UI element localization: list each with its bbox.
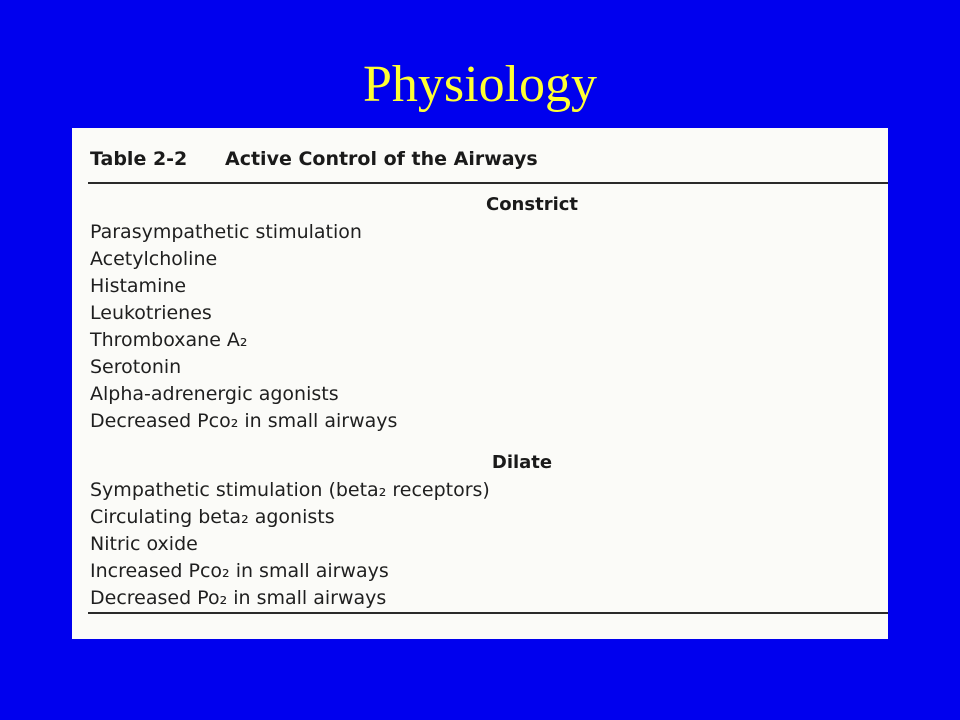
list-item: Sympathetic stimulation (beta₂ receptors) bbox=[90, 479, 490, 501]
bottom-rule bbox=[88, 612, 888, 614]
slide-title: Physiology bbox=[362, 56, 598, 113]
constrict-heading: Constrict bbox=[485, 194, 579, 215]
table-caption: Active Control of the Airways bbox=[225, 148, 538, 170]
list-item: Decreased Pco₂ in small airways bbox=[90, 410, 398, 432]
list-item: Decreased Po₂ in small airways bbox=[90, 587, 387, 609]
list-item: Alpha-adrenergic agonists bbox=[90, 383, 339, 405]
list-item: Parasympathetic stimulation bbox=[90, 221, 362, 243]
list-item: Thromboxane A₂ bbox=[90, 329, 248, 351]
list-item: Nitric oxide bbox=[90, 533, 198, 555]
list-item: Histamine bbox=[90, 275, 187, 297]
table-image bbox=[72, 128, 888, 639]
dilate-heading: Dilate bbox=[491, 452, 553, 473]
top-rule bbox=[88, 182, 888, 184]
list-item: Leukotrienes bbox=[90, 302, 212, 324]
list-item: Increased Pco₂ in small airways bbox=[90, 560, 389, 582]
list-item: Circulating beta₂ agonists bbox=[90, 506, 335, 528]
list-item: Serotonin bbox=[90, 356, 182, 378]
list-item: Acetylcholine bbox=[90, 248, 218, 270]
table-number: Table 2-2 bbox=[90, 148, 188, 170]
table-header bbox=[90, 146, 538, 172]
